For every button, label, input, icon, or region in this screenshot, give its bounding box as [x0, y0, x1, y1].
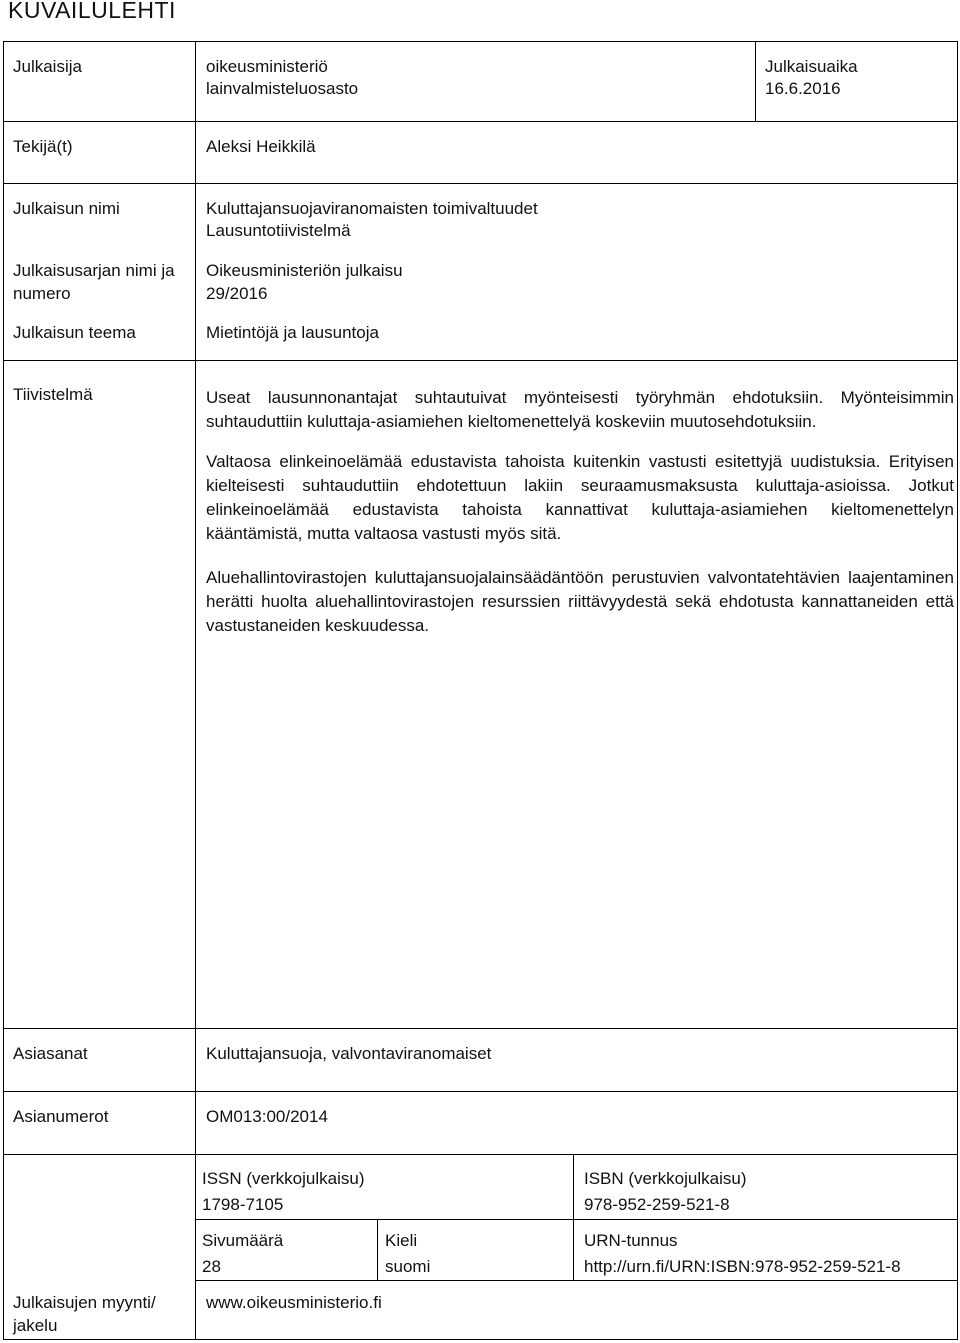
authors-label: Tekijä(t) — [13, 137, 73, 156]
theme-value: Mietintöjä ja lausuntoja — [206, 323, 379, 342]
lang-value: suomi — [385, 1257, 431, 1276]
issn-label: ISSN (verkkojulkaisu) — [202, 1169, 365, 1188]
table-border-top — [3, 41, 958, 42]
pubname-line1: Kuluttajansuojaviranomaisten toimivaltuudet — [206, 199, 538, 218]
abstract-label: Tiivistelmä — [13, 385, 93, 404]
column-divider — [755, 41, 756, 121]
publisher-line1: oikeusministeriö — [206, 57, 328, 76]
table-border-bottom — [3, 1339, 958, 1340]
table-border-left — [3, 41, 4, 1340]
series-label-line1: Julkaisusarjan nimi ja — [13, 261, 175, 280]
row-divider — [3, 360, 958, 361]
casenum-value: OM013:00/2014 — [206, 1107, 328, 1126]
row-divider — [3, 183, 958, 184]
sales-label-line2: jakelu — [13, 1316, 58, 1335]
series-line1: Oikeusministeriön julkaisu — [206, 261, 403, 280]
sales-label-line1: Julkaisujen myynti/ — [13, 1293, 156, 1312]
isbn-value: 978-952-259-521-8 — [584, 1195, 730, 1214]
row-divider — [3, 1091, 958, 1092]
keywords-value: Kuluttajansuoja, valvontaviranomaiset — [206, 1044, 492, 1063]
sales-value[interactable]: www.oikeusministerio.fi — [206, 1293, 382, 1312]
abstract-paragraph-1: Useat lausunnonantajat suhtautuivat myönteisesti työryhmän ehdotuksiin. Myönteisimmin suhtauduttiin kuluttaja-asiamiehen kieltomenettelyä koskeviin muutosehdotuksiin. — [206, 388, 954, 431]
date-value: 16.6.2016 — [765, 79, 841, 98]
pubname-label: Julkaisun nimi — [13, 199, 120, 218]
authors-value: Aleksi Heikkilä — [206, 137, 316, 156]
row-divider — [3, 121, 958, 122]
keywords-label: Asiasanat — [13, 1044, 88, 1063]
urn-value: http://urn.fi/URN:ISBN:978-952-259-521-8 — [584, 1257, 901, 1276]
abstract-paragraph-3: Aluehallintovirastojen kuluttajansuojalainsäädäntöön perustuvien valvontatehtävien laajentaminen herätti huolta aluehallintovirastojen resurssien riittävyydestä sekä ehdotusta kannattaneiden että vastustaneiden keskuudessa. — [206, 568, 954, 635]
pages-value: 28 — [202, 1257, 221, 1276]
series-label-line2: numero — [13, 284, 71, 303]
pages-label: Sivumäärä — [202, 1231, 284, 1250]
publisher-line2: lainvalmisteluosasto — [206, 79, 359, 98]
column-divider — [195, 41, 196, 1340]
urn-label: URN-tunnus — [584, 1231, 678, 1250]
row-divider — [3, 1154, 958, 1155]
date-label: Julkaisuaika — [765, 57, 858, 76]
isbn-label: ISBN (verkkojulkaisu) — [584, 1169, 747, 1188]
casenum-label: Asianumerot — [13, 1107, 109, 1126]
row-divider — [3, 1028, 958, 1029]
row-divider — [195, 1219, 958, 1220]
column-divider — [377, 1219, 378, 1280]
series-line2: 29/2016 — [206, 284, 268, 303]
publisher-label: Julkaisija — [13, 57, 82, 76]
theme-label: Julkaisun teema — [13, 323, 136, 342]
page-title: KUVAILULEHTI — [8, 0, 176, 23]
column-divider — [573, 1154, 574, 1280]
issn-value: 1798-7105 — [202, 1195, 284, 1214]
table-border-right — [957, 41, 958, 1340]
lang-label: Kieli — [385, 1231, 418, 1250]
pubname-line2: Lausuntotiivistelmä — [206, 221, 351, 240]
abstract-paragraph-2: Valtaosa elinkeinoelämää edustavista tahoista kuitenkin vastusti esitettyjä uudistuksia. Erityisen kielteisesti suhtauduttiin ehdotettuun lakiin seuraamusmaksusta kuluttaja-asioissa. Jotkut elinkeinoelämää edustavista tahoista kannattivat kuluttaja-asiamiehen kieltomenettelyn kääntämistä, mutta valtaosa vastusti myös sitä. — [206, 452, 954, 543]
row-divider — [195, 1280, 958, 1281]
